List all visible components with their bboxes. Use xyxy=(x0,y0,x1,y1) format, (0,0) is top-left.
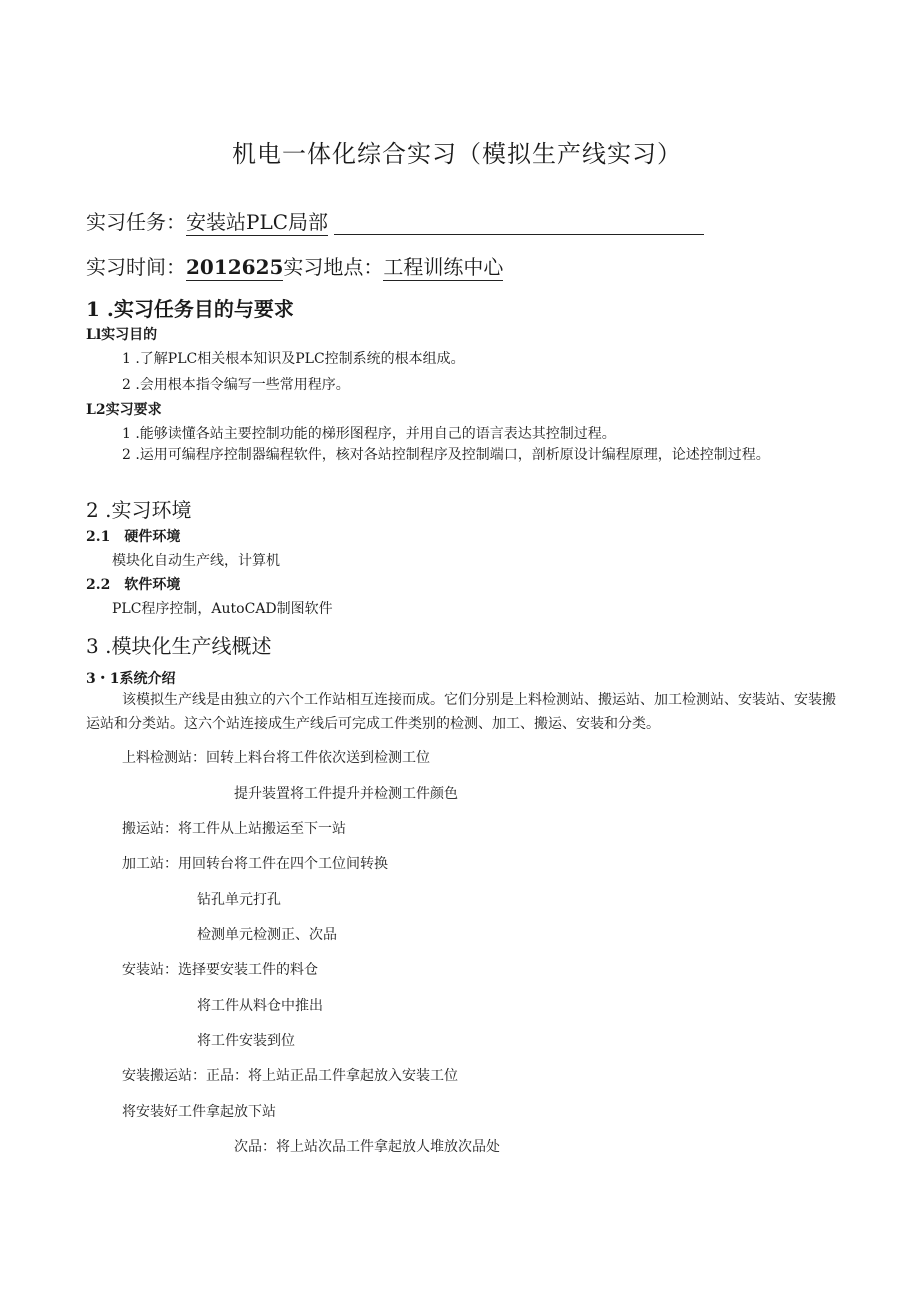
station-line: 将工件从料仓中推出 xyxy=(197,998,323,1014)
section-2-1-heading: 2.1 硬件环境 xyxy=(86,529,181,545)
station-line: 上料检测站：回转上料台将工件依次送到检测工位 xyxy=(122,750,430,766)
station-line: 钻孔单元打孔 xyxy=(197,892,281,908)
task-label: 实习任务： xyxy=(86,210,186,234)
section-3-heading: 3 .模块化生产线概述 xyxy=(86,634,272,658)
paragraph: PLC程序控制，AutoCAD制图软件 xyxy=(112,601,333,617)
station-line: 搬运站：将工件从上站搬运至下一站 xyxy=(122,821,346,837)
place-label: 实习地点： xyxy=(283,255,384,279)
station-line: 次品：将上站次品工件拿起放人堆放次品处 xyxy=(234,1139,500,1155)
station-line: 安装站：选择要安装工件的料仓 xyxy=(122,962,318,978)
station-line: 将工件安装到位 xyxy=(197,1033,295,1049)
page-title: 机电一体化综合实习（模拟生产线实习） xyxy=(232,140,682,168)
time-place-line xyxy=(86,251,503,280)
place-value: 工程训练中心 xyxy=(383,255,504,279)
section-2-2-heading: 2.2 软件环境 xyxy=(86,577,181,593)
section-1-1-heading: Ll实习目的 xyxy=(86,327,158,343)
section-1-2-heading: L2实习要求 xyxy=(86,402,162,418)
time-label: 实习时间： xyxy=(86,255,186,279)
list-item: 1 .了解PLC相关根本知识及PLC控制系统的根本组成。 xyxy=(122,351,465,367)
list-item: 1 .能够读懂各站主要控制功能的梯形图程序，并用自己的语言表达其控制过程。 xyxy=(122,426,616,442)
task-blank-line xyxy=(334,214,704,235)
section-2-heading: 2 .实习环境 xyxy=(86,498,192,522)
paragraph: 模块化自动生产线，计算机 xyxy=(112,553,280,569)
section-1-heading: 1 .实习任务目的与要求 xyxy=(86,297,294,321)
station-line: 检测单元检测正、次品 xyxy=(197,927,337,943)
task-value: 安装站PLC局部 xyxy=(186,210,329,234)
task-line xyxy=(86,206,704,235)
time-value: 2012625 xyxy=(186,255,284,279)
station-line: 安装搬运站：正品：将上站正品工件拿起放入安装工位 xyxy=(122,1068,458,1084)
station-line: 将安装好工件拿起放下站 xyxy=(122,1104,276,1120)
station-line: 加工站：用回转台将工件在四个工位间转换 xyxy=(122,856,388,872)
list-item: 2 .运用可编程序控制器编程软件，核对各站控制程序及控制端口，剖析原设计编程原理，论述控制过程。 xyxy=(122,447,770,463)
section-3-1-heading: 3・1系统介绍 xyxy=(86,671,176,687)
list-item: 2 .会用根本指令编写一些常用程序。 xyxy=(122,377,350,393)
station-line: 提升装置将工件提升并检测工件颜色 xyxy=(234,786,458,802)
paragraph: 该模拟生产线是由独立的六个工作站相互连接而成。它们分别是上料检测站、搬运站、加工检测站、安装站、安装搬运站和分类站。这六个站连接成生产线后可完成工件类别的检测、加工、搬运、安装和分类。 xyxy=(86,692,836,732)
